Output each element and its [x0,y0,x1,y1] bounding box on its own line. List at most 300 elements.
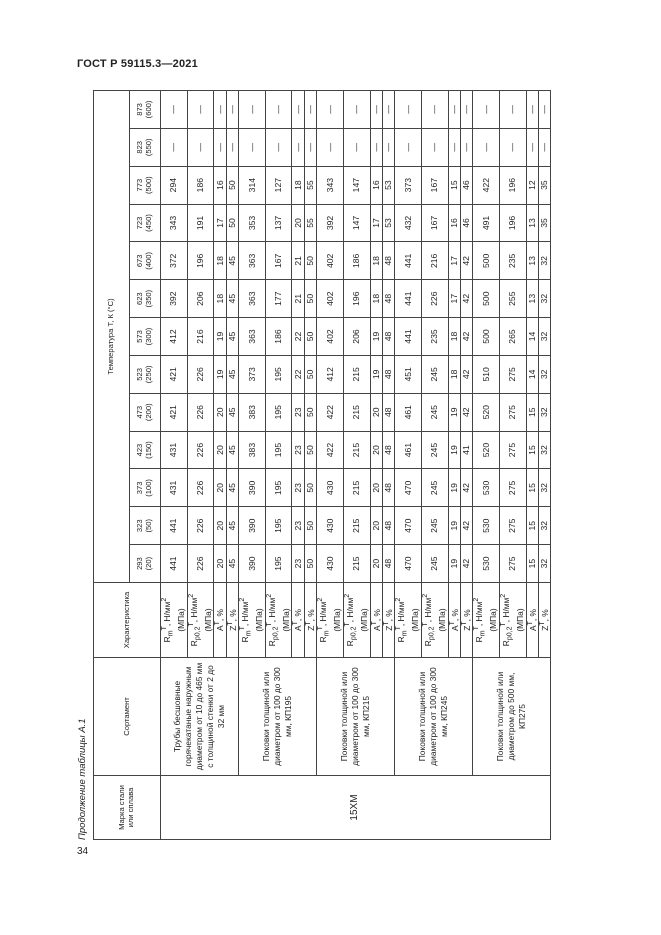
value-cell: 383 [239,393,266,431]
value-cell: 45 [226,431,238,469]
characteristic-cell: $R_m^T$, $Н/мм^2$ (МПа) [395,583,422,658]
value-cell: — [382,128,394,166]
value-cell: 215 [343,355,370,393]
product-cell: Поковки толщиной или диаметром от 100 до 300 мм, КП245 [395,658,473,776]
table-row [395,91,422,840]
value-cell: 42 [460,318,472,356]
value-cell: 35 [538,166,550,204]
value-cell: 19 [370,318,382,356]
value-cell: 55 [304,204,316,242]
characteristic-cell: $R_{p0,2}^T$, $Н/мм^2$ (МПа) [265,583,292,658]
value-cell: 421 [161,355,188,393]
value-cell: 32 [538,280,550,318]
temp-column-header: 823 (550) [130,128,161,166]
value-cell: 226 [421,280,448,318]
value-cell: 451 [395,355,422,393]
value-cell: 245 [421,355,448,393]
temp-column-header: 623 (350) [130,280,161,318]
value-cell: 23 [292,545,304,583]
value-cell: 45 [226,393,238,431]
value-cell: — [473,91,500,129]
value-cell: 275 [499,545,526,583]
header-characteristic: Характеристика [94,583,161,658]
value-cell: — [448,128,460,166]
characteristic-cell: $R_{p0,2}^T$, $Н/мм^2$ (МПа) [499,583,526,658]
value-cell: 235 [421,318,448,356]
value-cell: 12 [526,166,538,204]
value-cell: 215 [343,393,370,431]
value-cell: 245 [421,393,448,431]
value-cell: 216 [187,318,214,356]
value-cell: 235 [499,242,526,280]
value-cell: 42 [460,507,472,545]
grade-cell: 15ХМ [161,776,551,840]
value-cell: — [187,91,214,129]
characteristic-cell: $R_{p0,2}^T$, $Н/мм^2$ (МПа) [343,583,370,658]
value-cell: 50 [304,469,316,507]
value-cell: 32 [538,393,550,431]
temp-column-header: 523 (250) [130,355,161,393]
characteristic-cell: $Z^T$, % [460,583,472,658]
page-number: 34 [77,846,89,857]
value-cell: 50 [304,507,316,545]
value-cell: 491 [473,204,500,242]
value-cell: 18 [214,280,226,318]
value-cell: 265 [499,318,526,356]
value-cell: 196 [499,166,526,204]
characteristic-cell: $R_m^T$, $Н/мм^2$ (МПа) [161,583,188,658]
value-cell: 48 [382,469,394,507]
value-cell: 32 [538,431,550,469]
value-cell: — [395,128,422,166]
characteristic-cell: $A^T$, % [214,583,226,658]
value-cell: 42 [460,393,472,431]
value-cell: 19 [448,431,460,469]
value-cell: 50 [304,393,316,431]
characteristic-cell: $Z^T$, % [538,583,550,658]
value-cell: 441 [395,318,422,356]
table-row [473,91,500,840]
value-cell: 42 [460,280,472,318]
value-cell: — [161,91,188,129]
temp-column-header: 323 (50) [130,507,161,545]
value-cell: 500 [473,280,500,318]
value-cell: 50 [226,204,238,242]
value-cell: — [499,91,526,129]
value-cell: — [370,128,382,166]
value-cell: 19 [448,393,460,431]
characteristic-cell: $R_m^T$, $Н/мм^2$ (МПа) [317,583,344,658]
value-cell: 191 [187,204,214,242]
value-cell: — [265,91,292,129]
value-cell: 17 [370,204,382,242]
value-cell: 441 [161,545,188,583]
value-cell: 226 [187,545,214,583]
characteristic-cell: $R_m^T$, $Н/мм^2$ (МПа) [239,583,266,658]
table-row [161,91,188,840]
value-cell: 353 [239,204,266,242]
value-cell: — [292,128,304,166]
value-cell: 32 [538,355,550,393]
value-cell: — [460,91,472,129]
value-cell: 195 [265,431,292,469]
value-cell: 275 [499,507,526,545]
value-cell: 50 [304,431,316,469]
value-cell: 363 [239,280,266,318]
value-cell: 19 [370,355,382,393]
value-cell: 275 [499,355,526,393]
value-cell: 45 [226,545,238,583]
value-cell: 392 [161,280,188,318]
value-cell: — [343,128,370,166]
value-cell: 50 [304,355,316,393]
characteristic-cell: $R_{p0,2}^T$, $Н/мм^2$ (МПа) [421,583,448,658]
value-cell: 14 [526,355,538,393]
value-cell: 50 [304,280,316,318]
value-cell: 48 [382,431,394,469]
value-cell: — [526,91,538,129]
value-cell: — [214,91,226,129]
value-cell: 430 [317,507,344,545]
value-cell: 20 [214,393,226,431]
value-cell: — [161,128,188,166]
value-cell: 20 [292,204,304,242]
value-cell: 45 [226,318,238,356]
value-cell: 42 [460,355,472,393]
table-row [317,91,344,840]
value-cell: 402 [317,318,344,356]
value-cell: 18 [370,280,382,318]
value-cell: 18 [214,242,226,280]
temp-column-header: 723 (450) [130,204,161,242]
value-cell: 186 [343,242,370,280]
value-cell: 15 [526,545,538,583]
characteristic-cell: $Z^T$, % [304,583,316,658]
value-cell: 42 [460,469,472,507]
value-cell: 21 [292,280,304,318]
value-cell: — [421,91,448,129]
characteristic-cell: $A^T$, % [292,583,304,658]
temp-column-header: 673 (400) [130,242,161,280]
value-cell: 55 [304,166,316,204]
value-cell: 206 [187,280,214,318]
temp-column-header: 773 (500) [130,166,161,204]
value-cell: 20 [370,431,382,469]
value-cell: 402 [317,280,344,318]
characteristic-cell: $R_{p0,2}^T$, $Н/мм^2$ (МПа) [187,583,214,658]
value-cell: 48 [382,393,394,431]
value-cell: 195 [265,355,292,393]
value-cell: — [187,128,214,166]
value-cell: 20 [370,469,382,507]
value-cell: 32 [538,507,550,545]
value-cell: 32 [538,545,550,583]
value-cell: 500 [473,318,500,356]
value-cell: 215 [343,545,370,583]
value-cell: 245 [421,469,448,507]
value-cell: 41 [460,431,472,469]
value-cell: 18 [448,355,460,393]
value-cell: 23 [292,431,304,469]
value-cell: 412 [161,318,188,356]
value-cell: 50 [226,166,238,204]
value-cell: 245 [421,507,448,545]
value-cell: 430 [317,469,344,507]
value-cell: 195 [265,507,292,545]
value-cell: 167 [421,204,448,242]
value-cell: — [304,128,316,166]
value-cell: 32 [538,469,550,507]
value-cell: 16 [448,204,460,242]
value-cell: — [370,91,382,129]
value-cell: 186 [265,318,292,356]
value-cell: 20 [214,507,226,545]
temp-column-header: 473 (200) [130,393,161,431]
value-cell: 195 [265,545,292,583]
value-cell: 245 [421,431,448,469]
value-cell: 520 [473,431,500,469]
properties-table [93,90,551,840]
value-cell: 20 [370,507,382,545]
value-cell: — [473,128,500,166]
value-cell: — [292,91,304,129]
value-cell: 18 [448,318,460,356]
value-cell: 275 [499,469,526,507]
value-cell: 314 [239,166,266,204]
value-cell: — [448,91,460,129]
characteristic-cell: $A^T$, % [370,583,382,658]
value-cell: 22 [292,355,304,393]
value-cell: 363 [239,318,266,356]
value-cell: 15 [526,507,538,545]
value-cell: 226 [187,469,214,507]
value-cell: — [304,91,316,129]
value-cell: 390 [239,545,266,583]
value-cell: 147 [343,204,370,242]
value-cell: 48 [382,280,394,318]
value-cell: 20 [370,393,382,431]
value-cell: 470 [395,545,422,583]
value-cell: 431 [161,469,188,507]
value-cell: 21 [292,242,304,280]
value-cell: — [526,128,538,166]
characteristic-cell: $R_m^T$, $Н/мм^2$ (МПа) [473,583,500,658]
value-cell: 50 [304,545,316,583]
value-cell: 441 [395,242,422,280]
value-cell: 45 [226,469,238,507]
header-product: Сортамент [94,658,161,776]
value-cell: 18 [292,166,304,204]
table-caption: Продолжение таблицы А.1 [77,718,88,840]
value-cell: 186 [187,166,214,204]
characteristic-cell: $Z^T$, % [382,583,394,658]
value-cell: 530 [473,507,500,545]
value-cell: 226 [187,355,214,393]
value-cell: 127 [265,166,292,204]
product-cell: Поковки толщиной или диаметром от 100 до 300 мм, КП215 [317,658,395,776]
value-cell: 206 [343,318,370,356]
value-cell: 15 [526,469,538,507]
value-cell: 48 [382,545,394,583]
temp-column-header: 573 (300) [130,318,161,356]
value-cell: — [499,128,526,166]
value-cell: 363 [239,242,266,280]
value-cell: 18 [370,242,382,280]
value-cell: 23 [292,469,304,507]
header-grade: Марка стали или сплава [94,776,161,840]
document-header: ГОСТ Р 59115.3—2021 [77,58,198,70]
rotated-table-container [93,90,550,840]
value-cell: 422 [317,393,344,431]
value-cell: 461 [395,393,422,431]
value-cell: 15 [448,166,460,204]
value-cell: 216 [421,242,448,280]
characteristic-cell: $A^T$, % [526,583,538,658]
product-cell: Трубы бесшовные горячекатаные наружным диаметром от 10 до 465 мм с толщиной стенки от 2 до 32 мм [161,658,239,776]
value-cell: 13 [526,242,538,280]
value-cell: 19 [214,355,226,393]
table-row [239,91,266,840]
value-cell: — [239,91,266,129]
value-cell: — [265,128,292,166]
value-cell: 461 [395,431,422,469]
value-cell: 520 [473,393,500,431]
value-cell: 392 [317,204,344,242]
value-cell: 45 [226,507,238,545]
value-cell: 50 [304,318,316,356]
value-cell: 46 [460,204,472,242]
value-cell: 17 [448,242,460,280]
value-cell: 35 [538,204,550,242]
value-cell: 42 [460,545,472,583]
value-cell: 19 [448,507,460,545]
temp-column-header: 373 (100) [130,469,161,507]
value-cell: 390 [239,507,266,545]
value-cell: 430 [317,545,344,583]
temp-column-header: 293 (20) [130,545,161,583]
value-cell: 226 [187,393,214,431]
characteristic-cell: $A^T$, % [448,583,460,658]
value-cell: 195 [265,469,292,507]
value-cell: — [421,128,448,166]
value-cell: 48 [382,242,394,280]
value-cell: 196 [343,280,370,318]
value-cell: 48 [382,507,394,545]
value-cell: 45 [226,242,238,280]
value-cell: 20 [214,469,226,507]
value-cell: 23 [292,507,304,545]
value-cell: 137 [265,204,292,242]
value-cell: 421 [161,393,188,431]
value-cell: 412 [317,355,344,393]
value-cell: 470 [395,507,422,545]
value-cell: — [460,128,472,166]
header-temperature: Температура T, К (°С) [94,91,130,583]
value-cell: 17 [448,280,460,318]
value-cell: 530 [473,469,500,507]
characteristic-cell: $Z^T$, % [226,583,238,658]
value-cell: 432 [395,204,422,242]
value-cell: 255 [499,280,526,318]
value-cell: 226 [187,507,214,545]
value-cell: 32 [538,318,550,356]
value-cell: 23 [292,393,304,431]
value-cell: 215 [343,431,370,469]
value-cell: 294 [161,166,188,204]
value-cell: 343 [161,204,188,242]
value-cell: 19 [214,318,226,356]
value-cell: 17 [214,204,226,242]
value-cell: 530 [473,545,500,583]
value-cell: 275 [499,393,526,431]
value-cell: 245 [421,545,448,583]
value-cell: — [382,91,394,129]
value-cell: 22 [292,318,304,356]
value-cell: 53 [382,204,394,242]
value-cell: 53 [382,166,394,204]
value-cell: 373 [239,355,266,393]
value-cell: 373 [395,166,422,204]
value-cell: 46 [460,166,472,204]
value-cell: 422 [473,166,500,204]
value-cell: 383 [239,431,266,469]
value-cell: 48 [382,355,394,393]
value-cell: 19 [448,545,460,583]
value-cell: 177 [265,280,292,318]
value-cell: 196 [187,242,214,280]
value-cell: 50 [304,242,316,280]
value-cell: 16 [370,166,382,204]
value-cell: 343 [317,166,344,204]
value-cell: 372 [161,242,188,280]
value-cell: 13 [526,280,538,318]
temp-column-header: 423 (150) [130,431,161,469]
value-cell: 195 [265,393,292,431]
value-cell: — [317,91,344,129]
value-cell: — [538,128,550,166]
value-cell: 390 [239,469,266,507]
value-cell: 275 [499,431,526,469]
value-cell: 196 [499,204,526,242]
value-cell: — [226,91,238,129]
value-cell: 20 [370,545,382,583]
value-cell: 431 [161,431,188,469]
value-cell: — [395,91,422,129]
value-cell: 42 [460,242,472,280]
value-cell: 15 [526,393,538,431]
value-cell: — [226,128,238,166]
value-cell: 13 [526,204,538,242]
value-cell: 215 [343,469,370,507]
value-cell: 147 [343,166,370,204]
value-cell: 500 [473,242,500,280]
value-cell: 14 [526,318,538,356]
value-cell: — [214,128,226,166]
value-cell: 402 [317,242,344,280]
value-cell: — [239,128,266,166]
value-cell: 510 [473,355,500,393]
product-cell: Поковки толщиной или диаметром до 500 мм, КП275 [473,658,551,776]
value-cell: 167 [421,166,448,204]
value-cell: 422 [317,431,344,469]
product-cell: Поковки толщиной или диаметром от 100 до 300 мм, КП195 [239,658,317,776]
value-cell: 226 [187,431,214,469]
value-cell: 167 [265,242,292,280]
value-cell: 32 [538,242,550,280]
value-cell: 215 [343,507,370,545]
temp-column-header: 873 (600) [130,91,161,129]
value-cell: 15 [526,431,538,469]
